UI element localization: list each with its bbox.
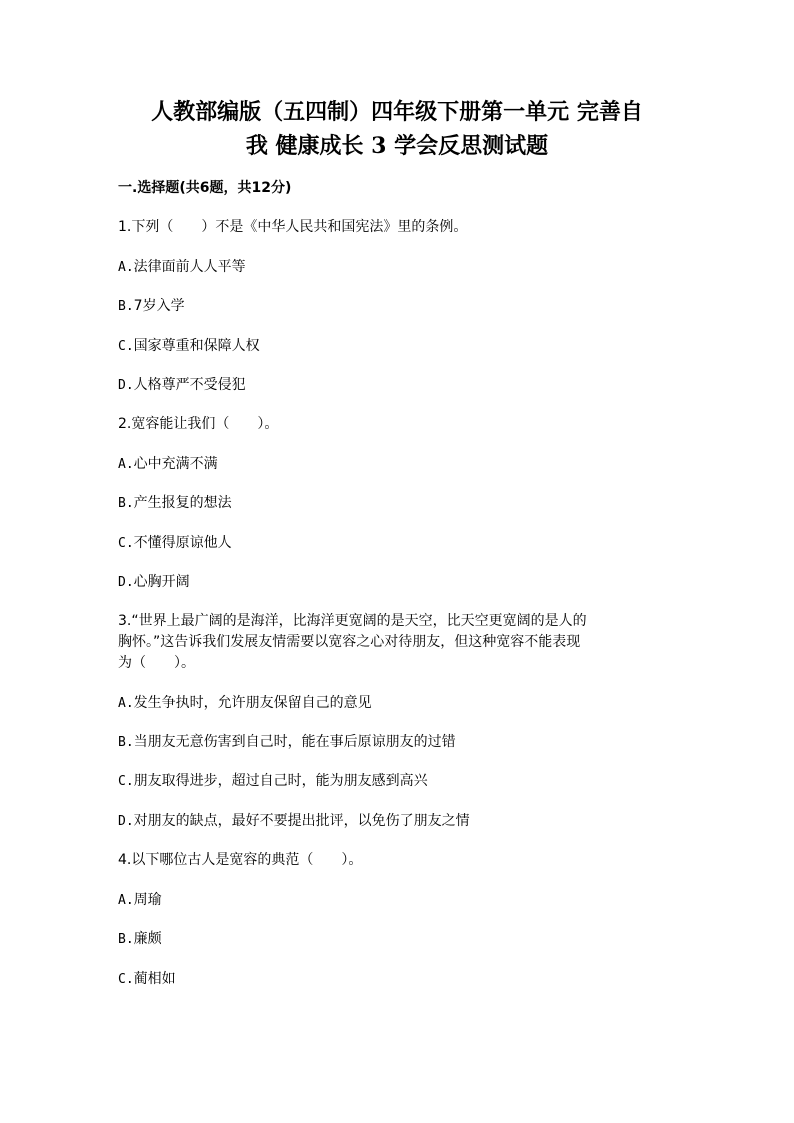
option-text: 对朋友的缺点，最好不要提出批评，以免伤了朋友之情 <box>133 813 470 829</box>
document-title-line-2: 我 健康成长 3 学会反思测试题 <box>245 133 549 159</box>
option-text: 产生报复的想法 <box>133 495 232 511</box>
option-letter: D. <box>118 814 134 829</box>
question-1-option-d <box>118 376 678 395</box>
option-letter: C. <box>118 972 134 987</box>
option-letter: D. <box>118 378 134 393</box>
question-4-stem: 4.以下哪位古人是宽容的典范（ ）。 <box>118 852 363 868</box>
option-text: 人格尊严不受侵犯 <box>133 377 246 393</box>
option-letter: C. <box>118 536 134 551</box>
question-1-option-a <box>118 258 678 277</box>
question-1-option-b <box>118 297 678 316</box>
question-4-option-a <box>118 891 678 910</box>
option-letter: A. <box>118 457 134 472</box>
option-text: 廉颇 <box>133 931 162 947</box>
question-3-option-b <box>118 733 678 752</box>
question-1-option-c <box>118 337 678 356</box>
option-letter: B. <box>118 496 134 511</box>
question-3-option-c <box>118 772 678 791</box>
option-text: 7岁入学 <box>133 298 185 314</box>
option-text: 不懂得原谅他人 <box>133 535 232 551</box>
question-3-stem-line-2: 胸怀。”这告诉我们发展友情需要以宽容之心对待朋友，但这种宽容不能表现 <box>118 634 581 650</box>
question-2-option-c <box>118 534 678 553</box>
option-text: 心中充满不满 <box>133 456 218 472</box>
option-letter: D. <box>118 575 134 590</box>
option-text: 法律面前人人平等 <box>133 259 246 275</box>
option-text: 周瑜 <box>133 892 162 908</box>
option-letter: C. <box>118 339 134 354</box>
document-title-line-1: 人教部编版（五四制）四年级下册第一单元 完善自 <box>151 99 643 125</box>
section-heading: 一.选择题(共6题，共12分) <box>118 180 292 196</box>
question-4-option-b <box>118 930 678 949</box>
question-1-stem: 1.下列（ ）不是《中华人民共和国宪法》里的条例。 <box>118 219 468 235</box>
question-2-option-d <box>118 573 678 592</box>
option-letter: A. <box>118 260 134 275</box>
option-text: 国家尊重和保障人权 <box>133 338 260 354</box>
question-3-stem-line-1: 3.“世界上最广阔的是海洋，比海洋更宽阔的是天空，比天空更宽阔的是人的 <box>118 613 587 629</box>
option-text: 发生争执时，允许朋友保留自己的意见 <box>133 695 372 711</box>
option-letter: B. <box>118 932 134 947</box>
option-letter: A. <box>118 893 134 908</box>
option-text: 朋友取得进步，超过自己时，能为朋友感到高兴 <box>133 773 428 789</box>
option-letter: B. <box>118 735 134 750</box>
question-3-stem-line-3: 为（ ）。 <box>118 655 195 671</box>
option-text: 心胸开阔 <box>133 574 190 590</box>
option-letter: A. <box>118 696 134 711</box>
option-text: 蔺相如 <box>133 971 176 987</box>
question-4-option-c <box>118 970 678 989</box>
question-3-option-d <box>118 812 678 831</box>
option-letter: C. <box>118 774 134 789</box>
question-2-stem: 2.宽容能让我们（ ）。 <box>118 416 279 432</box>
option-text: 当朋友无意伤害到自己时，能在事后原谅朋友的过错 <box>133 734 456 750</box>
question-2-option-a <box>118 455 678 474</box>
question-3-option-a <box>118 694 678 713</box>
question-2-option-b <box>118 494 678 513</box>
option-letter: B. <box>118 299 134 314</box>
